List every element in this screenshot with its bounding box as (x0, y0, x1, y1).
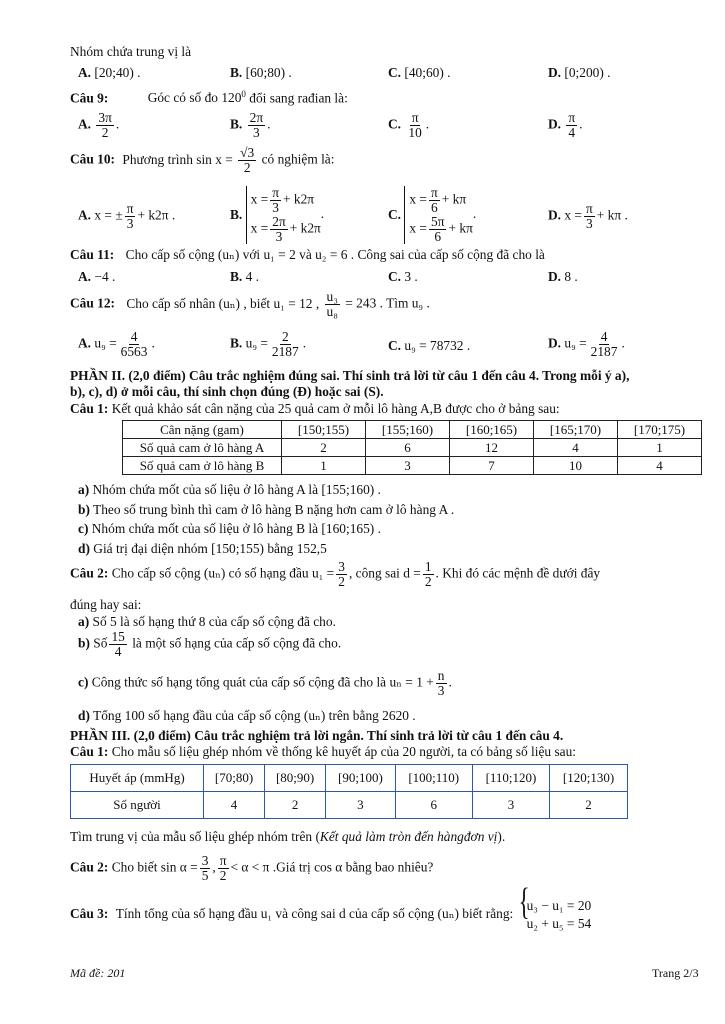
question-text: Cho biết sin α = (111, 859, 198, 875)
statement-text: Công thức số hạng tổng quát của cấp số cộng đã cho là uₙ = 1 + (91, 674, 434, 690)
q12-options (70, 330, 706, 364)
table-cell: Số quả cam ở lô hàng B (123, 457, 282, 475)
statement-label: c) (78, 674, 89, 690)
table-cell: 3 (326, 792, 395, 819)
statement-d (78, 708, 416, 724)
frac-den: 5 (201, 868, 209, 883)
part3-question-1 (70, 744, 576, 760)
instruction-text: ). (497, 829, 506, 844)
table-cell: 3 (472, 792, 549, 819)
table-cell: 3 (366, 457, 450, 475)
option-tail: . (267, 116, 271, 132)
equation-2: u₂ + u₅ = 54 (526, 916, 592, 931)
part2-heading-2: b), c), d) ở mỗi câu, thí sinh chọn đúng (Đ) hoặc sai (S). (70, 384, 384, 399)
part3-heading: PHẦN III. (2,0 điểm) Câu trắc nghiệm trả lời ngắn. Thí sinh trả lời từ câu 1 đến câu 4. (70, 728, 564, 743)
table-cell: 4 (204, 792, 265, 819)
table-cell: 4 (534, 439, 618, 457)
option-post: + kπ . (596, 207, 628, 223)
option-label: C. (388, 116, 402, 132)
table-cell: Số quả cam ở lô hàng A (123, 439, 282, 457)
option-label: A. (78, 116, 92, 132)
question-label: Câu 12: (70, 295, 116, 311)
table-cell: Huyết áp (mmHg) (71, 765, 204, 792)
equation-1: { u₃ − u₁ = 20 (526, 898, 592, 913)
question-text: , (212, 859, 216, 875)
frac-num: 2π (272, 214, 286, 229)
table-cell: [90;100) (326, 765, 395, 792)
table-cell: [80;90) (265, 765, 326, 792)
frac-den: 2 (424, 574, 432, 589)
option-label: C. (388, 65, 402, 80)
option-pre: x = (564, 207, 582, 223)
frac-den: 2 (243, 160, 251, 175)
solution-system (246, 186, 321, 244)
weight-table (122, 420, 702, 475)
question-label: Câu 2: (70, 859, 109, 875)
question-label: Câu 1: (70, 401, 109, 416)
option-label: D. (548, 207, 562, 223)
table-cell: [155;160) (366, 421, 450, 439)
frac-num: u₃ (326, 289, 338, 304)
question-text: Góc có số đo 120 (147, 90, 242, 106)
frac-num: π (586, 201, 593, 216)
part2-heading-1: PHẦN II. (2,0 điểm) Câu trắc nghiệm đúng sai. Thí sinh trả lời từ câu 1 đến câu 4. Trong mỗi ý a), (70, 368, 630, 383)
table-row (123, 457, 702, 475)
statement-text: Nhóm chứa mốt của số liệu ở lô hàng B là [160;165) . (91, 521, 381, 536)
table-cell: [165;170) (534, 421, 618, 439)
option-text: 4 . (245, 269, 260, 284)
table-cell: 6 (395, 792, 472, 819)
frac-num: 2π (249, 110, 264, 125)
statement-text: Tổng 100 số hạng đầu của cấp số cộng (uₙ) trên bằng 2620 . (93, 708, 416, 723)
option-label: A. (78, 207, 92, 223)
statement-b (78, 502, 454, 518)
table-cell: 7 (450, 457, 534, 475)
table-header-row (123, 421, 702, 439)
frac-den: 2187 (590, 344, 618, 359)
question-text: Cho cấp số cộng (uₙ) với u₁ = 2 và u₂ = 6 . Công sai của cấp số cộng đã cho là (125, 247, 545, 262)
option-label: B. (230, 116, 243, 132)
solution-system (404, 186, 472, 244)
option-label: D. (548, 269, 562, 284)
part2-question-1 (70, 401, 560, 417)
table-cell: [100;110) (395, 765, 472, 792)
option-tail: . (579, 116, 583, 132)
part3-question-3 (70, 897, 591, 937)
statement-label: a) (78, 614, 90, 629)
question-text: Kết quả khảo sát cân nặng của 25 quả cam ở mỗi lô hàng A,B được cho ở bảng sau: (111, 401, 560, 416)
row-post: + kπ (441, 191, 467, 207)
part2-question-2 (70, 560, 600, 596)
frac-num: 4 (600, 329, 608, 344)
table-cell: 1 (282, 457, 366, 475)
part3-question-2 (70, 854, 433, 890)
question-label: Câu 1: (70, 744, 109, 759)
median-group-lead: Nhóm chứa trung vị là (70, 44, 192, 59)
frac-den: 3 (437, 683, 445, 698)
instruction-text: Tìm trung vị của mẫu số liệu ghép nhóm trên ( (70, 829, 320, 844)
table-header-row (71, 765, 628, 792)
question-text: Phương trình sin x = (122, 151, 233, 167)
statement-label: b) (78, 635, 90, 651)
table-cell: 2 (550, 792, 628, 819)
frac-den: 3 (586, 216, 593, 231)
option-label: B. (230, 207, 243, 222)
table-cell: 10 (534, 457, 618, 475)
option-text: [40;60) . (404, 65, 451, 80)
question-continuation: đúng hay sai: (70, 597, 142, 612)
statement-label: d) (78, 541, 90, 556)
exam-code: Mã đề: 201 (70, 966, 126, 980)
statement-a (78, 482, 381, 498)
frac-num: √3 (240, 145, 255, 160)
frac-num: n (437, 668, 445, 683)
row-post: + k2π (289, 220, 321, 236)
frac-num: 1 (424, 559, 432, 574)
option-tail: . (621, 335, 625, 351)
question-label: Câu 9: (70, 90, 109, 106)
table-cell: 1 (618, 439, 702, 457)
table-cell: [150;155) (282, 421, 366, 439)
question-label: Câu 2: (70, 565, 109, 581)
table-cell: Cân nặng (gam) (123, 421, 282, 439)
frac-num: 3 (338, 559, 345, 574)
row-pre: x = (409, 191, 427, 207)
question-9 (70, 86, 348, 106)
option-text: [60;80) . (245, 65, 292, 80)
frac-den: 6 (431, 200, 438, 215)
table-cell: [70;80) (204, 765, 265, 792)
row-pre: x = (409, 220, 427, 236)
frac-num: 5π (431, 214, 445, 229)
option-label: A. (78, 335, 92, 351)
option-pre: u₉ = (564, 335, 587, 351)
option-pre: u₉ = 78732 . (404, 338, 471, 353)
table-row (123, 439, 702, 457)
blood-pressure-table (70, 764, 628, 819)
question-text: Cho cấp số cộng (uₙ) có số hạng đầu u₁ = (111, 565, 335, 581)
option-tail: . (425, 116, 430, 132)
frac-den: u₈ (326, 304, 338, 319)
option-text: −4 . (94, 269, 116, 284)
question-text: < α < π .Giá trị cos α bằng bao nhiêu? (230, 859, 434, 875)
table-cell: 12 (450, 439, 534, 457)
frac-den: 2 (219, 868, 227, 883)
statement-text: Theo số trung bình thì cam ở lô hàng B nặng hơn cam ở lô hàng A . (93, 502, 455, 517)
statement-c (78, 521, 381, 537)
question-text-2: = 243 . Tìm u₉ . (345, 295, 430, 311)
question-text: Tính tổng của số hạng đầu u₁ và công sai d của cấp số cộng (uₙ) biết rằng: (115, 906, 514, 922)
statement-text: Nhóm chứa mốt của số liệu ở lô hàng A là [155;160) . (92, 482, 381, 497)
question-label: Câu 3: (70, 906, 109, 922)
row-pre: x = (250, 191, 269, 207)
frac-den: 10 (408, 125, 422, 140)
option-pre: u₉ = (94, 335, 117, 351)
option-text: 8 . (564, 269, 578, 284)
table-cell: 4 (618, 457, 702, 475)
table-row (71, 792, 628, 819)
median-instruction (70, 829, 505, 845)
option-post: + k2π . (137, 207, 176, 223)
table-cell: 6 (366, 439, 450, 457)
frac-den: 2 (101, 125, 109, 140)
degree-sup: 0 (241, 89, 246, 99)
option-tail: . (151, 335, 155, 351)
statement-text: Số (93, 635, 108, 651)
frac-den: 4 (114, 644, 122, 659)
statement-label: a) (78, 482, 90, 497)
row-post: + kπ (448, 220, 473, 236)
option-text: [20;40) . (94, 65, 141, 80)
statement-text: là một số hạng của cấp số cộng đã cho. (132, 635, 342, 651)
statement-text: Số 5 là số hạng thứ 8 của cấp số cộng đã cho. (92, 614, 336, 629)
q9-options (70, 106, 706, 146)
frac-num: π (411, 110, 419, 125)
row-post: + k2π (283, 191, 315, 207)
frac-num: π (431, 185, 438, 200)
frac-den: 2187 (271, 344, 299, 359)
frac-num: π (568, 110, 576, 125)
frac-num: π (126, 201, 134, 216)
row-pre: x = (250, 220, 269, 236)
question-text: . Khi đó các mệnh đề dưới đây (435, 565, 601, 581)
option-label: A. (78, 269, 92, 284)
frac-num: π (272, 185, 280, 200)
frac-num: π (219, 853, 227, 868)
question-text: Cho cấp số nhân (uₙ) , biết u₁ = 12 , (126, 295, 320, 311)
q10-options (70, 186, 706, 242)
statement-label: c) (78, 521, 89, 536)
option-label: D. (548, 65, 562, 80)
table-cell: 2 (282, 439, 366, 457)
table-cell: [170;175) (618, 421, 702, 439)
question-10 (70, 146, 334, 182)
option-tail: . (472, 206, 477, 222)
equation-system (517, 897, 592, 933)
question-label: Câu 10: (70, 151, 116, 167)
option-label: D. (548, 335, 562, 351)
question-11 (70, 247, 545, 263)
table-cell: [110;120) (472, 765, 549, 792)
frac-den: 3 (275, 229, 283, 244)
page-number: Trang 2/3 (652, 966, 699, 980)
option-text: [0;200) . (564, 65, 611, 80)
option-label: C. (388, 269, 402, 284)
table-cell: [160;165) (450, 421, 534, 439)
option-text: 3 . (404, 269, 418, 284)
frac-den: 3 (272, 200, 279, 215)
question-text: , công sai d = (348, 565, 421, 581)
statement-text: Giá trị đại diện nhóm [150;155) bằng 152,5 (93, 541, 327, 556)
frac-den: 4 (568, 125, 576, 140)
statement-b (78, 630, 341, 666)
option-label: D. (548, 116, 562, 132)
frac-num: 3 (201, 853, 209, 868)
statement-label: d) (78, 708, 90, 723)
frac-num: 4 (130, 329, 138, 344)
statement-c (78, 669, 452, 705)
option-label: C. (388, 338, 402, 353)
frac-num: 3π (98, 110, 112, 125)
frac-den: 3 (126, 216, 134, 231)
table-cell: Số người (71, 792, 204, 819)
option-label: C. (388, 207, 402, 222)
statement-a (78, 614, 336, 630)
frac-den: 3 (253, 125, 260, 140)
option-tail: . (115, 116, 120, 132)
option-label: B. (230, 269, 243, 284)
instruction-italic: Kết quả làm tròn đến hàngđơn vị (319, 829, 498, 844)
option-pre: u₉ = (245, 335, 268, 351)
frac-den: 6563 (120, 344, 148, 359)
option-label: B. (230, 335, 243, 351)
option-label: B. (230, 65, 243, 80)
frac-num: 15 (111, 629, 125, 644)
statement-d (78, 541, 327, 557)
table-cell: 2 (265, 792, 326, 819)
question-12 (70, 290, 430, 324)
frac-den: 6 (434, 229, 442, 244)
frac-den: 2 (338, 574, 345, 589)
question-text-2: đổi sang rađian là: (249, 90, 348, 106)
question-text-2: có nghiệm là: (261, 151, 335, 167)
frac-num: 2 (281, 329, 289, 344)
statement-text: . (448, 674, 452, 690)
table-cell: [120;130) (550, 765, 628, 792)
question-text: Cho mẫu số liệu ghép nhóm về thống kê huyết áp của 20 người, ta có bảng số liệu sau: (111, 744, 577, 759)
option-tail: . (302, 335, 307, 351)
question-label: Câu 11: (70, 247, 115, 262)
option-pre: x = ± (94, 207, 123, 223)
option-tail: . (320, 206, 325, 222)
option-label: A. (78, 65, 92, 80)
statement-label: b) (78, 502, 90, 517)
